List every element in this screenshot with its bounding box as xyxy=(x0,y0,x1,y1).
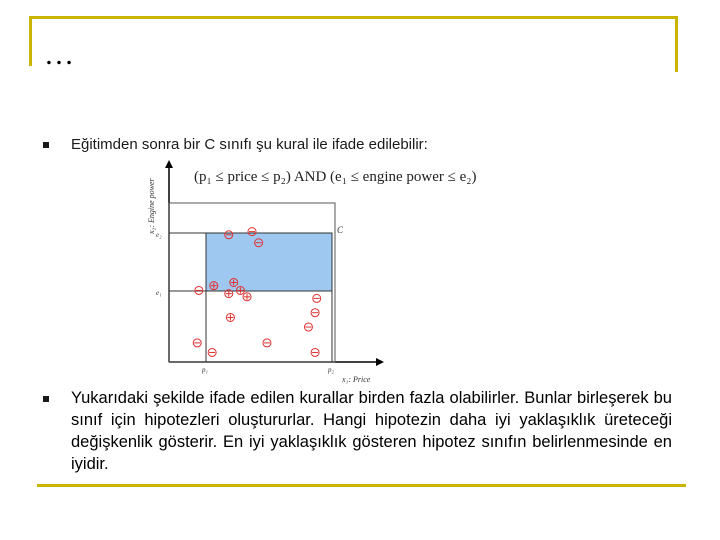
hypothesis-plot xyxy=(136,156,526,388)
negative-point xyxy=(311,348,319,356)
frame-bottom-line xyxy=(37,484,686,487)
slide-title: … xyxy=(44,38,74,71)
positive-point xyxy=(225,290,233,298)
rule-formula: (p₁ ≤ price ≤ p₂) AND (e₁ ≤ engine power ≤ e₂) xyxy=(194,169,477,185)
positive-point xyxy=(243,293,251,301)
negative-point xyxy=(263,339,271,347)
negative-point xyxy=(193,339,201,347)
hypothesis-figure xyxy=(136,156,526,388)
tick-p2: p₂ xyxy=(328,366,334,374)
bullet-text-1: Eğitimden sonra bir C sınıfı şu kural ile ifade edilebilir: xyxy=(71,136,428,153)
x-axis-arrow xyxy=(376,358,384,366)
bullet-icon xyxy=(43,396,49,402)
negative-point xyxy=(195,286,203,294)
frame-left-line xyxy=(29,16,32,66)
frame-top-line xyxy=(29,16,678,19)
positive-point xyxy=(230,279,238,287)
class-label: C xyxy=(337,225,344,235)
negative-point xyxy=(313,294,321,302)
y-axis-arrow xyxy=(165,160,173,168)
positive-point xyxy=(210,282,218,290)
negative-point xyxy=(208,348,216,356)
positive-point xyxy=(236,286,244,294)
negative-point xyxy=(304,323,312,331)
negative-point xyxy=(311,309,319,317)
x-axis-label: x₁: Price xyxy=(342,375,371,384)
class-rectangle-c xyxy=(206,233,332,291)
tick-e1: e₁ xyxy=(156,289,162,297)
y-axis-label: x₂: Engine power xyxy=(147,178,156,234)
tick-e2: e₂ xyxy=(156,231,162,239)
bullet-text-2: Yukarıdaki şekilde ifade edilen kurallar birden fazla olabilirler. Bunlar birleşerek bu sınıf için hipotezleri oluştururlar. Hangi hipotezin daha iyi yaklaşıklık üreteceği değişkenlik gösterir. En iyi yaklaşıklık gösteren hipotez sınıfın belirlenmesinde en iyidir. xyxy=(71,389,672,473)
positive-point xyxy=(226,313,234,321)
tick-p1: p₁ xyxy=(202,366,208,374)
bullet-icon xyxy=(43,142,49,148)
frame-right-line xyxy=(675,16,678,72)
